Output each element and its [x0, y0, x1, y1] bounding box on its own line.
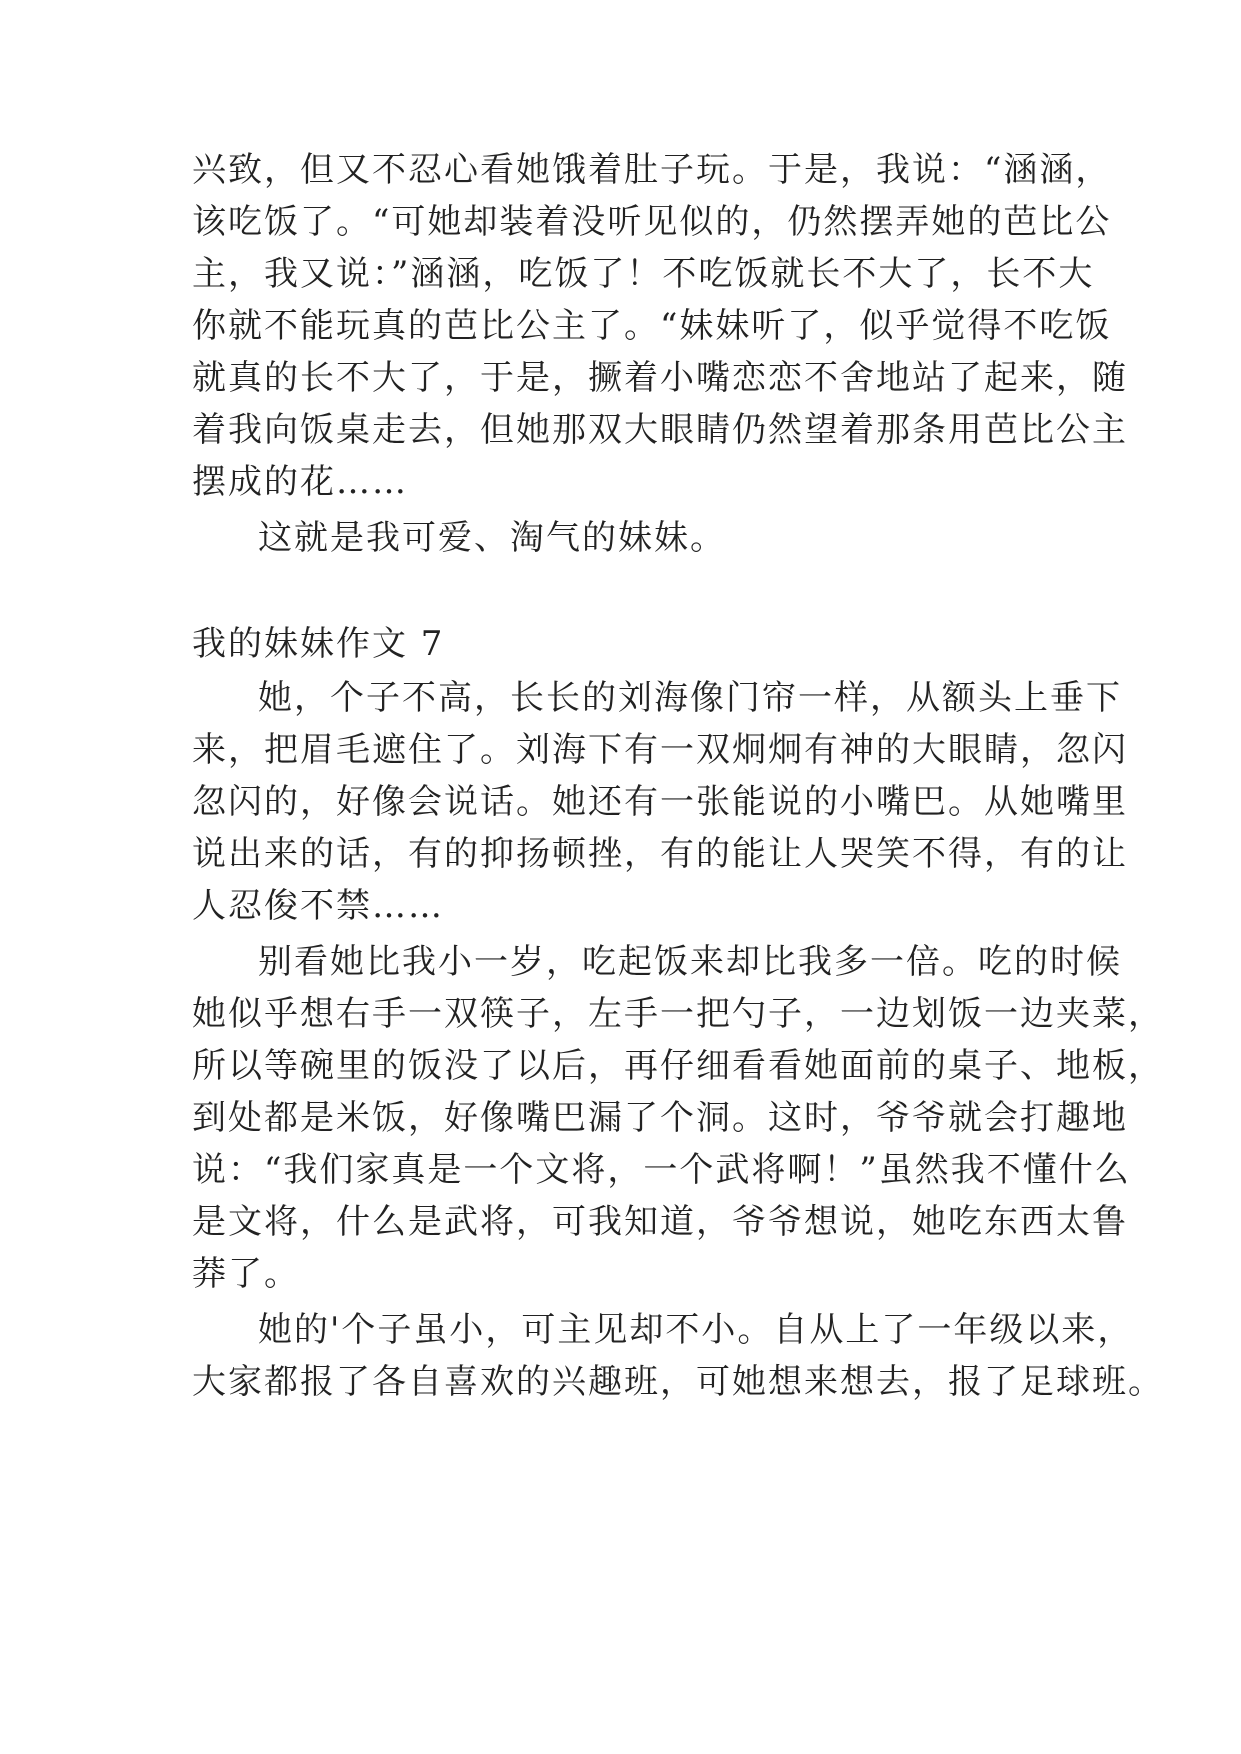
closing-sentence: 这就是我可爱、淘气的妹妹。 [258, 518, 726, 558]
text-line: 她似乎想右手一双筷子，左手一把勺子，一边划饭一边夹菜， [192, 994, 1164, 1034]
text-line: 莽了。 [192, 1254, 300, 1294]
text-line: 所以等碗里的饭没了以后，再仔细看看她面前的桌子、地板， [192, 1046, 1164, 1086]
text-line: 你就不能玩真的芭比公主了。“妹妹听了，似乎觉得不吃饭 [192, 306, 1112, 346]
text-line: 她，个子不高，长长的刘海像门帘一样，从额头上垂下 [258, 678, 1122, 718]
text-line: 主，我又说：”涵涵，吃饭了！不吃饭就长不大了，长不大 [192, 254, 1095, 294]
text-line: 着我向饭桌走去，但她那双大眼睛仍然望着那条用芭比公主 [192, 410, 1128, 450]
text-line: 她的'个子虽小，可主见却不小。自从上了一年级以来， [258, 1310, 1134, 1350]
text-line: 兴致，但又不忍心看她饿着肚子玩。于是，我说：“涵涵， [192, 150, 1112, 190]
text-line: 摆成的花…… [192, 462, 408, 502]
text-line: 说：“我们家真是一个文将，一个武将啊！”虽然我不懂什么 [192, 1150, 1131, 1190]
text-line: 别看她比我小一岁，吃起饭来却比我多一倍。吃的时候 [258, 942, 1122, 982]
text-line: 大家都报了各自喜欢的兴趣班，可她想来想去，报了足球班。 [192, 1362, 1164, 1402]
text-line: 人忍俊不禁…… [192, 886, 444, 926]
text-line: 该吃饭了。“可她却装着没听见似的，仍然摆弄她的芭比公 [192, 202, 1112, 242]
text-line: 就真的长不大了，于是，撅着小嘴恋恋不舍地站了起来，随 [192, 358, 1128, 398]
text-line: 说出来的话，有的抑扬顿挫，有的能让人哭笑不得，有的让 [192, 834, 1128, 874]
text-line: 忽闪的，好像会说话。她还有一张能说的小嘴巴。从她嘴里 [192, 782, 1128, 822]
text-line: 到处都是米饭，好像嘴巴漏了个洞。这时，爷爷就会打趣地 [192, 1098, 1128, 1138]
text-line: 是文将，什么是武将，可我知道，爷爷想说，她吃东西太鲁 [192, 1202, 1128, 1242]
essay-heading: 我的妹妹作文 7 [192, 624, 445, 664]
text-line: 来，把眉毛遮住了。刘海下有一双炯炯有神的大眼睛，忽闪 [192, 730, 1128, 770]
